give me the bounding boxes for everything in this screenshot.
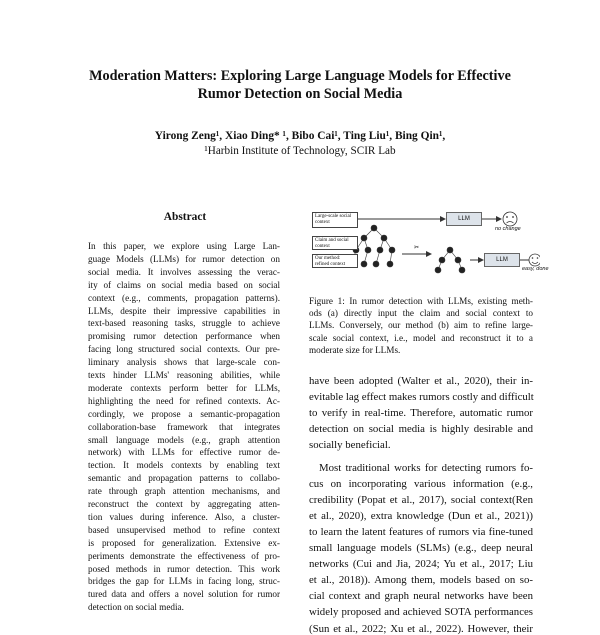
body-line-text: to learn the latent features of rumors via fine-tuned [309, 525, 533, 538]
title-line-1: Moderation Matters: Exploring Large Language Models for Effective [89, 68, 511, 84]
abs-line-text: periments demonstrate the effectiveness of pro- [88, 550, 280, 561]
abs-line-text: collaboration-base framework that integrates [88, 421, 280, 432]
abs-line-text: is proposed for generalization. Extensive ex- [88, 537, 280, 548]
abs-line-text: texts hinder LLMs' reasoning abilities, while [88, 370, 280, 380]
llm-box-top: LLM [446, 212, 482, 226]
body-line-text: et al., 2020), extra knowledge (Dun et al., 2021)) [309, 509, 533, 522]
abs-line-text: bridges the gap for LLMs in facing long, struc- [88, 576, 280, 587]
abs-line-text: LLMs, despite their impressive capabilities in [88, 305, 280, 316]
cap-line-text: scale social context, i.e., model and reconstruct it to a [309, 332, 533, 343]
body-line-text: credibility (Popat et al., 2017), social context(Ren [309, 493, 533, 506]
claim-context-box: Claim and social context [312, 236, 358, 250]
abstract-heading: Abstract [163, 211, 207, 223]
body-line-text: Most traditional works for detecting rumors fo- [319, 461, 533, 474]
outcome-good-label: easy, done [522, 266, 549, 272]
refined-context-box: Our method: refined context [312, 254, 358, 268]
affiliation: ¹Harbin Institute of Technology, SCIR Lab [204, 145, 396, 157]
abs-line-text: guage Models (LLMs) for rumor detection on [88, 253, 280, 264]
abs-line-text: highlighting the need for refined contexts. Ac- [88, 395, 280, 406]
arrow-top-out-head [496, 216, 502, 222]
body-line-text: networks (Cui and Jia, 2024; Yu et al., 2017; Liu [309, 558, 533, 571]
body-line-text: (Sun et al., 2022; Xu et al., 2022). However, their [309, 622, 533, 635]
abs-line-text: context (e.g., comments, propagation patterns). [88, 292, 280, 303]
cap-line-text: LLMs. Conversely, our method (b) aim to refine large- [309, 320, 533, 331]
body-line-text: cial context and graph neural networks have been [309, 590, 533, 603]
llm-box-bottom: LLM [484, 253, 520, 267]
body-line-text: et al., 2018)). Among them, models based on so- [309, 574, 533, 587]
body-line-text: socially beneficial. [309, 439, 391, 452]
refined-context-graph [435, 247, 465, 273]
abs-line-text: based unsupervised method to refine context [88, 524, 280, 535]
sad-face-icon [503, 212, 517, 226]
body-line-text: have been adopted (Walter et al., 2020), their in- [309, 375, 533, 387]
paper-title [40, 67, 560, 103]
abs-line-text: posed methods in rumor detection. This work [88, 563, 280, 574]
abs-line-text: small language models (e.g., graph attention [88, 434, 280, 445]
abs-line-text: tured data and offers a novel solution for rumor [88, 589, 280, 600]
happy-face-icon [529, 254, 540, 266]
abs-line-text: In this paper, we explore using Large Lan- [88, 241, 280, 251]
abs-line-text: network) with LLMs for effective rumor de- [88, 447, 280, 458]
abs-line-text: tion values during inference. Also, a cluster- [88, 511, 280, 522]
large-context-box: Large-scale social context [312, 212, 358, 228]
body-line-text: evitable lag effect makes rumors costly and difficult [309, 391, 534, 404]
body-line-text: to verify in real-time. Therefore, automatic rumor [309, 407, 533, 420]
arrow-mid-head [426, 251, 432, 257]
author-list: Yirong Zeng¹, Xiao Ding* ¹, Bibo Cai¹, Ting Liu¹, Bing Qin¹, [154, 130, 446, 142]
abs-line-text: text-based reasoning tasks, struggle to achieve [88, 318, 280, 329]
cap-line-text: Figure 1: In rumor detection with LLMs, existing meth- [309, 296, 533, 306]
abs-line-text: moderate contexts perform better for LLMs, [88, 382, 280, 393]
body-line-text: small language models (SLMs) (e.g., deep neural [309, 542, 533, 554]
body-line-text: widely proposed and achieved SOTA performances [309, 606, 533, 619]
cap-line-text: moderate size for LLMs. [309, 344, 401, 355]
body-line-text: detection on social media is highly desirable and [309, 423, 533, 436]
abs-line-text: semantic and propagation patterns to collabo- [88, 473, 280, 484]
abs-line-text: ity of claims on social media based on social [88, 279, 280, 290]
abs-line-text: social media. It involves assessing the verac- [88, 266, 280, 277]
scissors-icon: ✂ [414, 244, 420, 251]
body-line-text: cus on incorporating various information (e.g., [309, 477, 533, 490]
title-line-2: Rumor Detection on Social Media [197, 86, 403, 102]
abs-line-text: rate through graph attention mechanisms, and [88, 486, 280, 497]
abs-line-text: tection. It models contexts by enabling text [88, 460, 280, 471]
abs-line-text: promising rumor detection performance when [88, 331, 280, 342]
cap-line-text: ods (a) directly input the claim and social context to [309, 308, 533, 319]
outcome-bad-label: no change [495, 226, 521, 232]
abs-line-text: cordingly, we propose a semantic-propagation [88, 408, 280, 419]
abs-line-text: facing long structured social contexts. Our pre- [88, 344, 280, 355]
abs-line-text: liminary analysis shows that large-scale con- [88, 357, 280, 368]
abs-line-text: reconstruct the context by aggregating atten- [88, 499, 280, 509]
abs-line-text: detection on social media. [88, 602, 184, 613]
